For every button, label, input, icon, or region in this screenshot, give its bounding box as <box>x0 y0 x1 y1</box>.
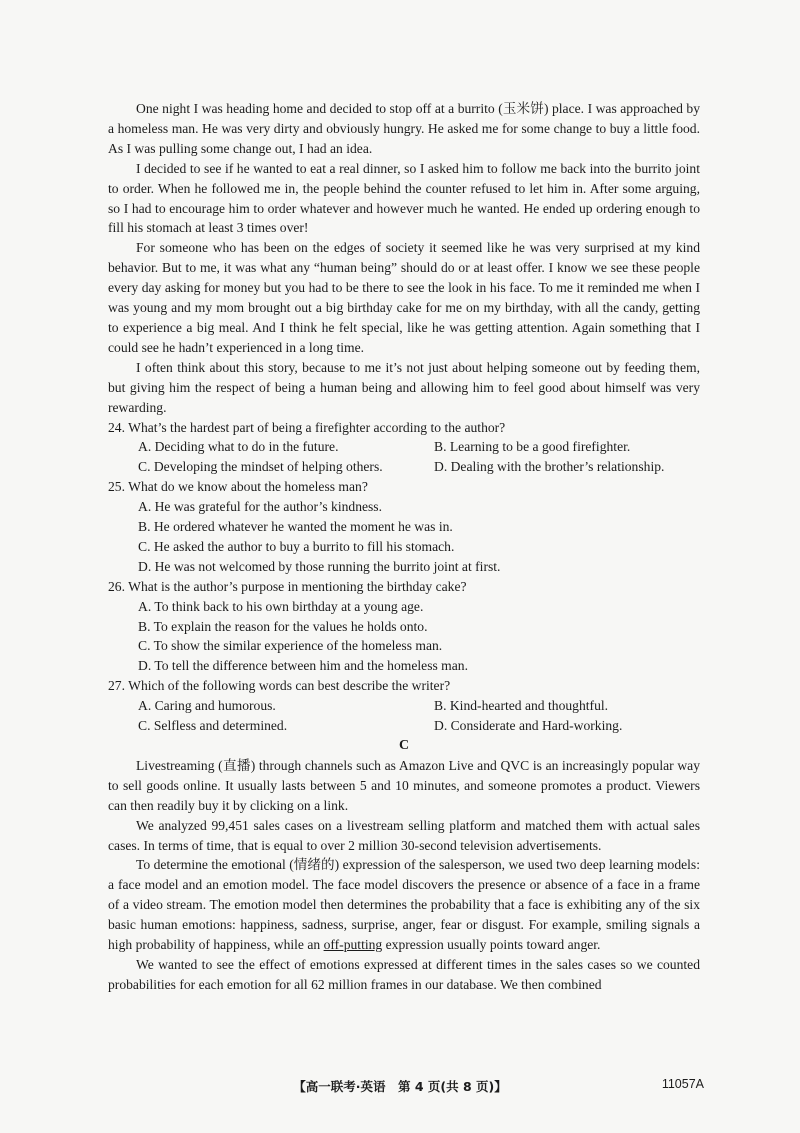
question-27-option-a: A. Caring and humorous. <box>138 698 276 714</box>
question-26-option-d: D. To tell the difference between him and the homeless man. <box>138 658 468 674</box>
question-24-option-c: C. Developing the mindset of helping others. <box>138 459 383 475</box>
underlined-term: off-putting <box>323 937 383 953</box>
passage-paragraph: We analyzed 99,451 sales cases on a livestream selling platform and matched them with actual sales cases. In terms of time, that is equal to over 2 million 30-second television advertisements. <box>108 817 700 853</box>
question-25-stem: 25. What do we know about the homeless man? <box>108 479 368 495</box>
passage-paragraph: I decided to see if he wanted to eat a real dinner, so I asked him to follow me back into the burrito joint to order. When he followed me in, the people behind the counter refused to let him in. After some arguing, so I had to encourage him to order whatever and however much he wanted. He ended up ordering enough to fill his stomach at least 3 times over! <box>108 160 700 236</box>
question-24-options-row-2 <box>138 457 700 477</box>
question-27-option-d: D. Considerate and Hard-working. <box>434 718 623 734</box>
question-27-option-b: B. Kind-hearted and thoughtful. <box>434 698 609 714</box>
question-25-option-d: D. He was not welcomed by those running the burrito joint at first. <box>138 558 501 574</box>
question-25-option-b: B. He ordered whatever he wanted the moment he was in. <box>138 519 453 535</box>
passage-paragraph: One night I was heading home and decided to stop off at a burrito (玉米饼) place. I was approached by a homeless man. He was very dirty and obviously hungry. He asked me for some change to buy a little food. As I was pulling some change out, I had an idea. <box>108 101 700 156</box>
question-25-option-a: A. He was grateful for the author’s kindness. <box>138 499 382 515</box>
question-26-option-c: C. To show the similar experience of the homeless man. <box>138 638 443 654</box>
footer-page-info: 【高一联考·英语 第 4 页(共 8 页)】 <box>293 1079 507 1094</box>
passage-paragraph: Livestreaming (直播) through channels such as Amazon Live and QVC is an increasingly popular way to sell goods online. It usually lasts between 5 and 10 minutes, and someone promotes a product. Viewers can then readily buy it by clicking on a link. <box>108 757 700 813</box>
question-26-option-a: A. To think back to his own birthday at a young age. <box>138 598 424 614</box>
passage-paragraph: I often think about this story, because to me it’s not just about helping someone out by feeding them, but giving him the respect of being a human being and allowing him to feel good about himself was very rewarding. <box>108 359 700 415</box>
paragraph-text: expression usually points toward anger. <box>382 937 601 953</box>
question-24-stem: 24. What’s the hardest part of being a firefighter according to the author? <box>108 419 506 435</box>
section-heading: C <box>398 738 410 753</box>
passage-paragraph: We wanted to see the effect of emotions expressed at different times in the sales cases so we counted probabilities for each emotion for all 62 million frames in our database. We then combined <box>108 956 700 992</box>
passage-paragraph: For someone who has been on the edges of society it seemed like he was very surprised at my kind behavior. But to me, it was what any “human being” should do or at least offer. I know we see these people every day asking for money but you had to be there to see the look in his face. To me it reminded me when I was young and my mom brought out a big birthday cake for me on my birthday, with all the candy, getting to experience a big meal. And I think he felt special, like he was getting attention. Again something that I could see he hadn’t experienced in a long time. <box>108 240 700 355</box>
question-27-stem: 27. Which of the following words can best describe the writer? <box>108 678 451 694</box>
page-content <box>108 99 700 995</box>
footer-exam-code: 11057A <box>661 1077 704 1091</box>
question-24-option-d: D. Dealing with the brother’s relationship. <box>434 459 665 475</box>
passage-paragraph <box>108 855 700 955</box>
question-26-stem: 26. What is the author’s purpose in mentioning the birthday cake? <box>108 578 467 594</box>
question-24-option-b: B. Learning to be a good firefighter. <box>434 439 631 455</box>
question-27-options-row-2 <box>138 716 700 736</box>
question-26-option-b: B. To explain the reason for the values he holds onto. <box>138 618 428 634</box>
question-25-option-c: C. He asked the author to buy a burrito to fill his stomach. <box>138 538 455 554</box>
question-24-options-row-1 <box>138 437 700 457</box>
paragraph-text: To determine the emotional (情绪的) expression of the salesperson, we used two deep learning models: a face model and an emotion model. The face model discovers the presence or absence of a face in a frame of a video stream. The emotion model then determines the probability that a face is exhibiting any of the six basic human emotions: happiness, sadness, surprise, anger, fear or disgust. For example, smiling signals a high probability of happiness, while an <box>108 857 700 953</box>
question-27-options-row-1 <box>138 696 700 716</box>
question-24-option-a: A. Deciding what to do in the future. <box>138 439 339 455</box>
question-27-option-c: C. Selfless and determined. <box>138 718 288 734</box>
